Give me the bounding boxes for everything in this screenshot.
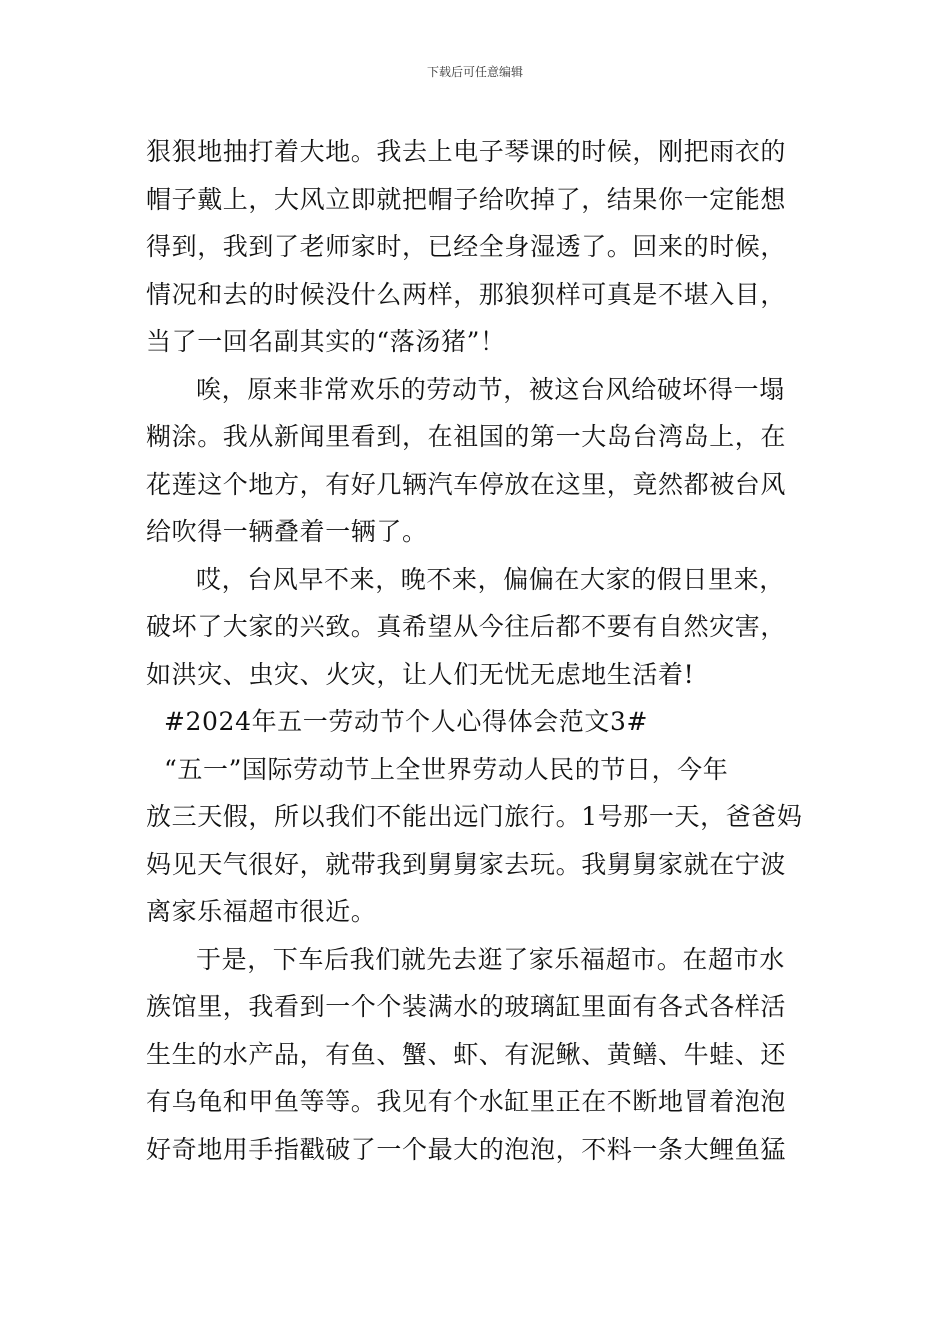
text-line: 给吹得一辆叠着一辆了。 (146, 517, 428, 546)
document-body (146, 128, 811, 1173)
text-line: 破坏了大家的兴致。真希望从今往后都不要有自然灾害， (146, 612, 787, 641)
text-line: 得到，我到了老师家时，已经全身湿透了。回来的时候， (146, 232, 787, 261)
text-line: 花莲这个地方，有好几辆汽车停放在这里，竟然都被台风 (146, 469, 787, 499)
text-line: 生生的水产品，有鱼、蟹、虾、有泥鳅、黄鳝、牛蛙、还 (146, 1039, 787, 1069)
text-line: 狠狠地抽打着大地。我去上电子琴课的时候，刚把雨衣的 (146, 137, 787, 166)
text-line: 放三天假，所以我们不能出远门旅行。1号那一天，爸爸妈 (146, 802, 803, 831)
paragraph-first-line: 哎，台风早不来，晚不来，偏偏在大家的假日里来， (196, 564, 785, 594)
text-line: 有乌龟和甲鱼等等。我见有个水缸里正在不断地冒着泡泡 (146, 1087, 787, 1116)
text-line: 当了一回名副其实的“落汤猪”！ (146, 327, 506, 356)
section-heading: #2024年五一劳动节个人心得体会范文3# (164, 707, 649, 736)
text-line: 如洪灾、虫灾、火灾，让人们无忧无虑地生活着! (146, 659, 695, 689)
text-line: 好奇地用手指戳破了一个最大的泡泡，不料一条大鲤鱼猛 (146, 1134, 787, 1164)
text-line: 糊涂。我从新闻里看到，在祖国的第一大岛台湾岛上，在 (146, 422, 787, 451)
text-line: 族馆里，我看到一个个装满水的玻璃缸里面有各式各样活 (146, 992, 787, 1021)
text-line: 情况和去的时候没什么两样，那狼狈样可真是不堪入目， (146, 279, 787, 309)
paragraph-first-line: 唉，原来非常欢乐的劳动节，被这台风给破坏得一塌 (196, 374, 785, 404)
paragraph-first-line: 于是，下车后我们就先去逛了家乐福超市。在超市水 (196, 944, 785, 974)
text-line: 离家乐福超市很近。 (146, 897, 377, 926)
text-line: 妈见天气很好，就带我到舅舅家去玩。我舅舅家就在宁波 (146, 849, 787, 879)
page-header: 下载后可任意编辑 (426, 65, 523, 79)
text-line: 帽子戴上，大风立即就把帽子给吹掉了，结果你一定能想 (146, 184, 787, 214)
paragraph-first-line: “五一”国际劳动节上全世界劳动人民的节日，今年 (164, 754, 729, 784)
